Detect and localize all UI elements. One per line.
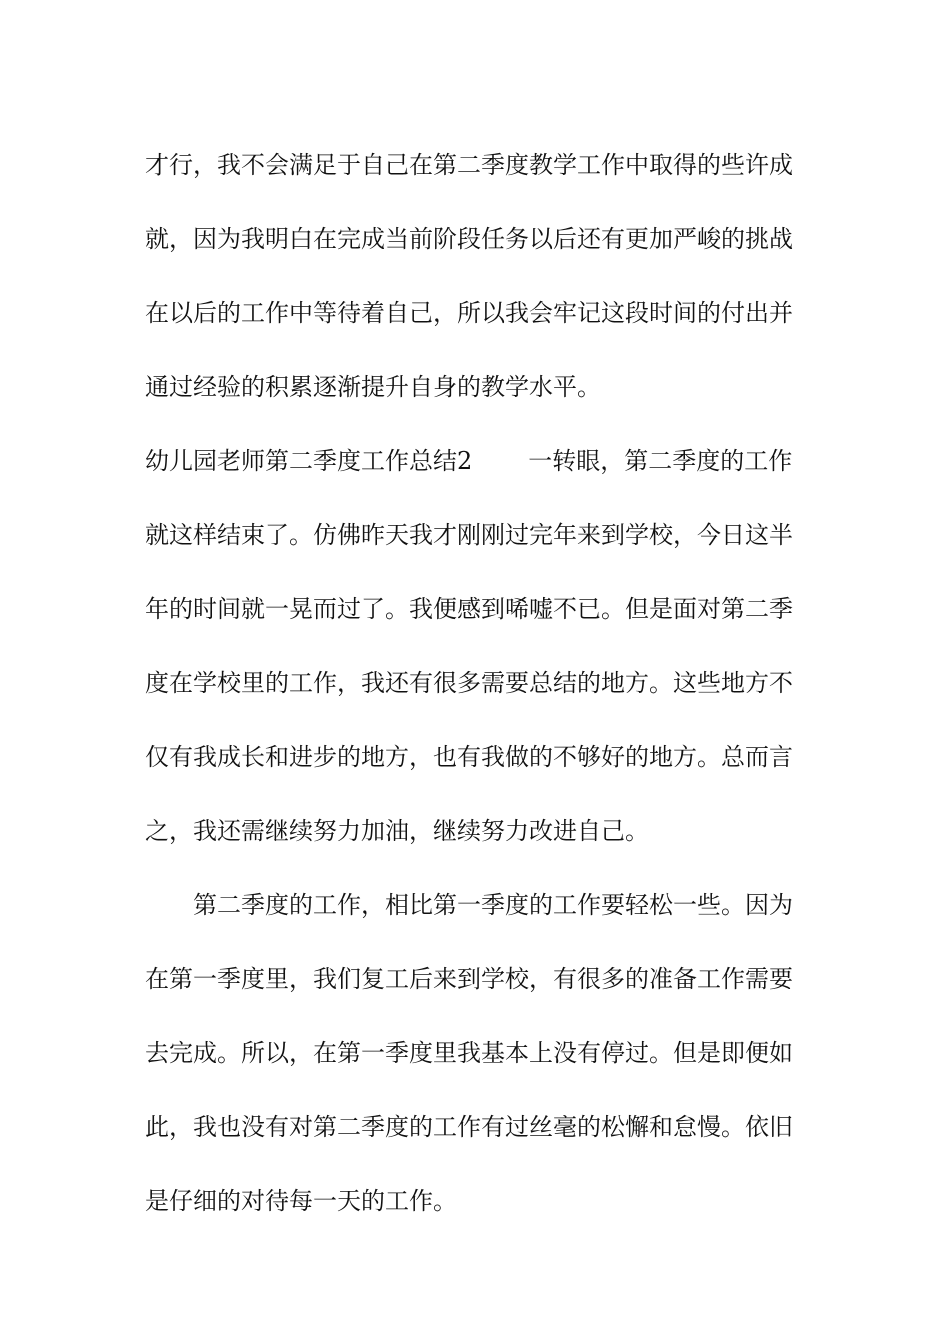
text-line: 之，我还需继续努力加油，继续努力改进自己。 bbox=[145, 817, 649, 845]
text-line: 才行，我不会满足于自己在第二季度教学工作中取得的些许成 bbox=[145, 151, 793, 179]
text-line: 在第一季度里，我们复工后来到学校，有很多的准备工作需要 bbox=[145, 965, 793, 993]
text-line: 就，因为我明白在完成当前阶段任务以后还有更加严峻的挑战 bbox=[145, 225, 793, 253]
paragraph-first-line: 第二季度的工作，相比第一季度的工作要轻松一些。因为 bbox=[193, 891, 793, 919]
text-line: 此，我也没有对第二季度的工作有过丝毫的松懈和怠慢。依旧 bbox=[145, 1113, 793, 1141]
text-line: 年的时间就一晃而过了。我便感到唏嘘不已。但是面对第二季 bbox=[145, 595, 793, 623]
text-line: 在以后的工作中等待着自己，所以我会牢记这段时间的付出并 bbox=[145, 299, 793, 327]
text-line: 通过经验的积累逐渐提升自身的教学水平。 bbox=[145, 373, 601, 401]
text-line: 一转眼，第二季度的工作 bbox=[528, 447, 793, 475]
document-body bbox=[145, 128, 810, 1238]
section-heading: 幼儿园老师第二季度工作总结2 bbox=[145, 447, 473, 475]
text-line: 仅有我成长和进步的地方，也有我做的不够好的地方。总而言 bbox=[145, 743, 793, 771]
text-line: 就这样结束了。仿佛昨天我才刚刚过完年来到学校，今日这半 bbox=[145, 521, 793, 549]
text-line: 是仔细的对待每一天的工作。 bbox=[145, 1187, 457, 1215]
text-line: 去完成。所以，在第一季度里我基本上没有停过。但是即便如 bbox=[145, 1039, 793, 1067]
section-heading-line bbox=[145, 424, 810, 498]
text-line: 度在学校里的工作，我还有很多需要总结的地方。这些地方不 bbox=[145, 669, 793, 697]
